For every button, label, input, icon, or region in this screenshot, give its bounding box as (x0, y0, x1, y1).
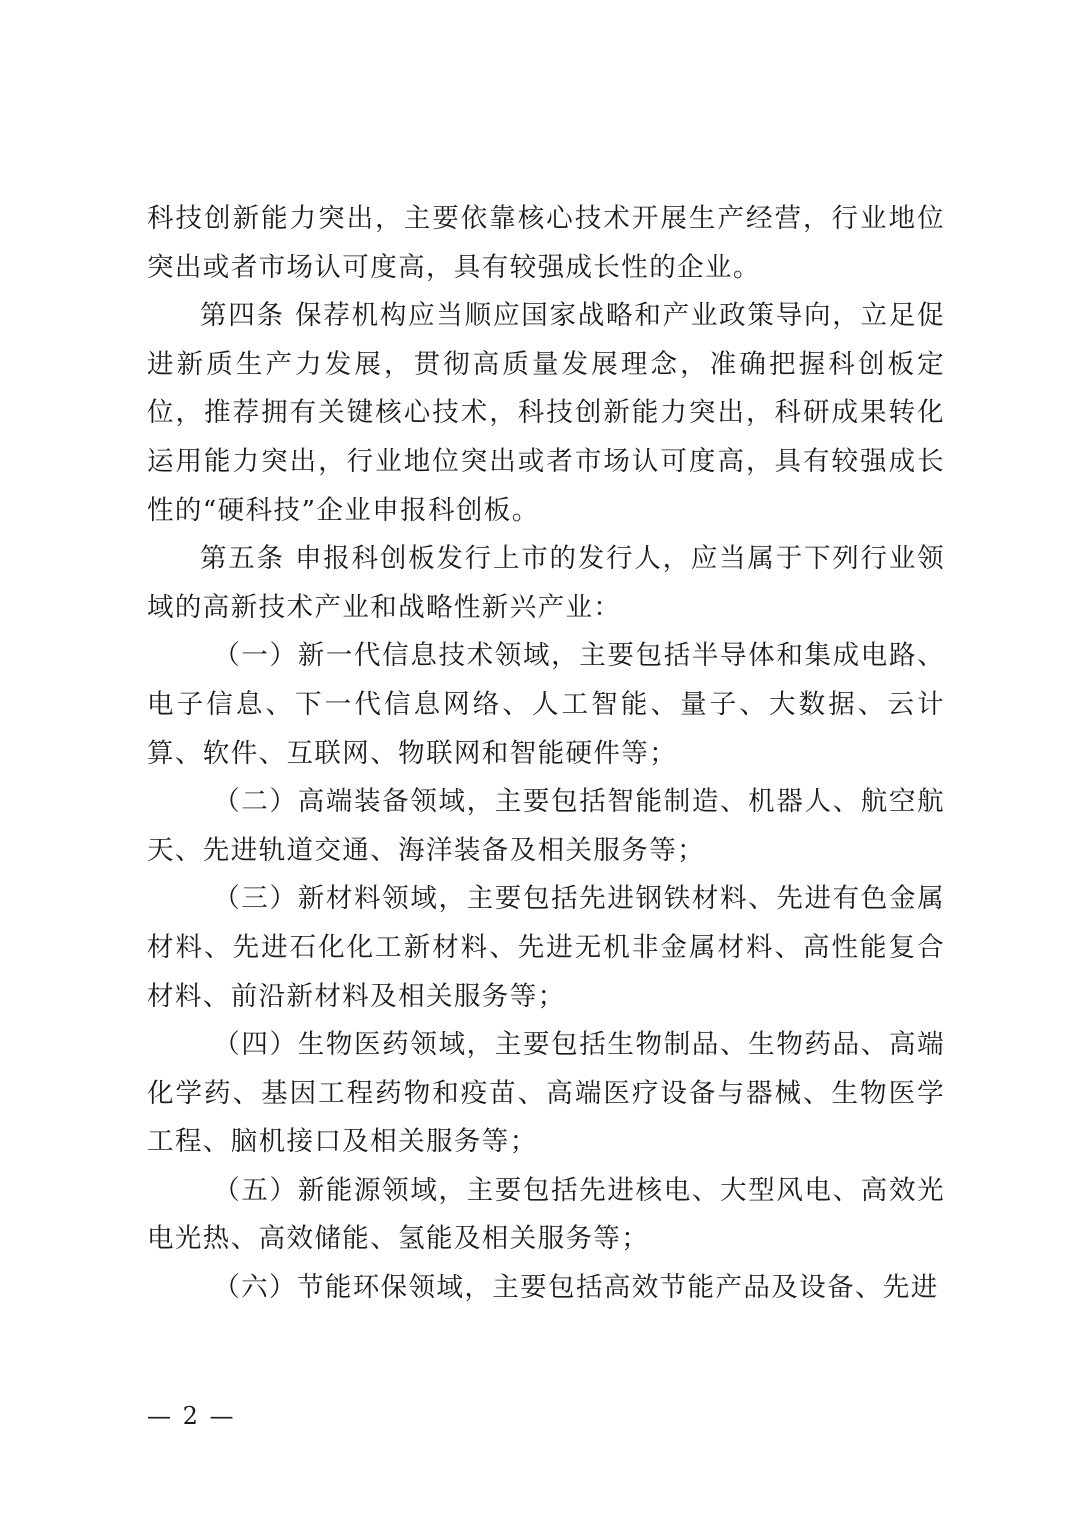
paragraph-article-4: 第四条 保荐机构应当顺应国家战略和产业政策导向，立足促进新质生产力发展，贯彻高质量发展理念，准确把握科创板定位，推荐拥有关键核心技术，科技创新能力突出，科研成果转化运用能力突出，行业地位突出或者市场认可度高，具有较强成长性的“硬科技”企业申报科创板。 (147, 300, 945, 526)
list-item-3-new-materials: （三）新材料领域，主要包括先进钢铁材料、先进有色金属材料、先进石化化工新材料、先进无机非金属材料、高性能复合材料、前沿新材料及相关服务等； (147, 883, 945, 1012)
paragraph-article-5: 第五条 申报科创板发行上市的发行人，应当属于下列行业领域的高新技术产业和战略性新兴产业： (147, 543, 945, 623)
document-body (147, 195, 945, 1313)
paragraph-continuation: 科技创新能力突出，主要依靠核心技术开展生产经营，行业地位突出或者市场认可度高，具有较强成长性的企业。 (147, 203, 945, 283)
list-item-1-information-technology: （一）新一代信息技术领域，主要包括半导体和集成电路、电子信息、下一代信息网络、人工智能、量子、大数据、云计算、软件、互联网、物联网和智能硬件等； (147, 640, 945, 769)
list-item-5-new-energy: （五）新能源领域，主要包括先进核电、大型风电、高效光电光热、高效储能、氢能及相关服务等； (147, 1174, 945, 1255)
list-item-2-high-end-equipment: （二）高端装备领域，主要包括智能制造、机器人、航空航天、先进轨道交通、海洋装备及相关服务等； (147, 786, 945, 866)
list-item-4-biomedicine: （四）生物医药领域，主要包括生物制品、生物药品、高端化学药、基因工程药物和疫苗、高端医疗设备与器械、生物医学工程、脑机接口及相关服务等； (147, 1029, 945, 1158)
list-item-6-energy-saving: （六）节能环保领域，主要包括高效节能产品及设备、先进 (213, 1272, 939, 1304)
page-number: — 2 — (147, 1402, 236, 1430)
